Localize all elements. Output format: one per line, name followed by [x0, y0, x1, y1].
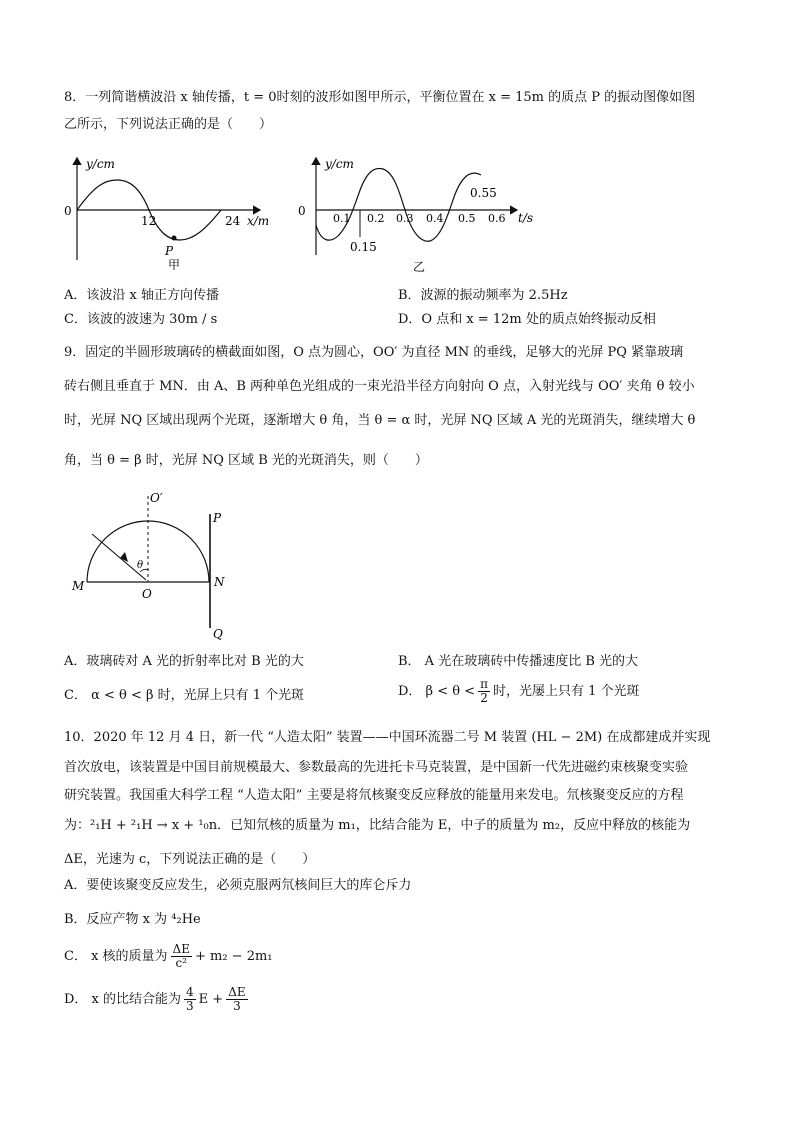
q10-option-d-fraction-2: [226, 986, 247, 1013]
q8-option-d[interactable]: D．O 点和 x = 12m 处的质点始终振动反相: [398, 312, 656, 327]
tick-12: 12: [141, 214, 157, 228]
marker-015-label: 0.15: [350, 240, 377, 254]
q8-stem-line2: 乙所示，下列说法正确的是（ ）: [64, 117, 273, 132]
figure-caption-jia: 甲: [168, 258, 181, 270]
q9-option-d[interactable]: [398, 678, 640, 705]
fraction-denominator: 3: [186, 999, 194, 1013]
marker-055-label: 0.55: [470, 186, 497, 200]
fraction-numerator: 4: [186, 985, 194, 999]
tick-03: 0.3: [396, 212, 414, 225]
q9-stem-line1: 9．固定的半圆形玻璃砖的横截面如图，O 点为圆心，OO′ 为直径 MN 的垂线，足够大的光屏 PQ 紧靠玻璃: [64, 345, 684, 360]
q10-stem-line5: ΔE，光速为 c，下列说法正确的是（ ）: [64, 852, 316, 867]
q8-option-b[interactable]: B．波源的振动频率为 2.5Hz: [398, 288, 568, 303]
fraction-denominator: c²: [175, 956, 188, 970]
figure-caption-yi: 乙: [413, 260, 426, 274]
tick-24: 24: [225, 214, 241, 228]
y-axis-label: y/cm: [86, 157, 115, 171]
q9-option-a[interactable]: A．玻璃砖对 A 光的折射率比对 B 光的大: [64, 654, 304, 669]
label-o-prime: O′: [150, 491, 163, 505]
q10-option-d-prefix: D． x 的比结合能为: [64, 991, 182, 1007]
y-axis-label: y/cm: [325, 157, 354, 171]
q9-option-d-prefix: D． β < θ <: [398, 683, 476, 699]
label-m: M: [72, 579, 85, 593]
label-n: N: [214, 575, 225, 589]
q10-option-c-fraction: [171, 943, 192, 970]
fraction-numerator: ΔE: [228, 985, 246, 999]
incident-ray: [92, 534, 146, 580]
q10-option-b[interactable]: B．反应产物 x 为 ⁴₂He: [64, 912, 201, 927]
q8-option-a[interactable]: A．该波沿 x 轴正方向传播: [64, 288, 219, 303]
label-q: Q: [213, 627, 223, 641]
q10-option-d[interactable]: [64, 986, 251, 1013]
origin-label: 0: [298, 204, 306, 218]
q8-figure-yi: [295, 155, 555, 277]
fraction-numerator: π: [480, 677, 488, 691]
fraction-denominator: 2: [480, 691, 488, 705]
vibration-curve: [316, 168, 481, 241]
q10-option-c[interactable]: [64, 943, 273, 970]
q9-stem-line2: 砖右侧且垂直于 MN．由 A、B 两种单色光组成的一束光沿半径方向射向 O 点，入射光线与 OO′ 夹角 θ 较小: [64, 379, 695, 394]
x-axis-label: x/m: [247, 214, 270, 228]
label-p: P: [213, 511, 222, 525]
fraction-numerator: ΔE: [172, 942, 190, 956]
q8-stem-line1: 8．一列简谐横波沿 x 轴传播，t = 0时刻的波形如图甲所示，平衡位置在 x = 15m 的质点 P 的振动图像如图: [64, 90, 696, 105]
tick-06: 0.6: [488, 212, 506, 225]
q10-option-c-prefix: C． x 核的质量为: [64, 948, 168, 964]
tick-02: 0.2: [367, 212, 385, 225]
q8-figure-jia: [60, 155, 290, 270]
q9-stem-line3: 时，光屏 NQ 区域出现两个光斑，逐渐增大 θ 角，当 θ = α 时，光屏 NQ 区域 A 光的光斑消失，继续增大 θ: [64, 413, 696, 428]
fraction-denominator: 3: [233, 999, 241, 1013]
q10-stem-line2: 首次放电，该装置是中国目前规模最大、参数最高的先进托卡马克装置，是中国新一代先进磁约束核聚变实验: [64, 760, 689, 775]
q10-option-d-fraction-1: [184, 986, 196, 1013]
label-o: O: [142, 587, 152, 601]
origin-label: 0: [64, 204, 72, 218]
ray-arrow-icon: [120, 552, 128, 562]
q9-stem-line4: 角，当 θ = β 时，光屏 NQ 区域 B 光的光斑消失，则（ ）: [64, 453, 428, 468]
tick-01: 0.1: [333, 212, 351, 225]
t-axis-label: t/s: [518, 211, 534, 225]
q9-option-c[interactable]: C． α < θ < β 时，光屏上只有 1 个光斑: [64, 688, 305, 703]
point-p-label: P: [165, 244, 174, 258]
q10-option-a[interactable]: A．要使该聚变反应发生，必须克服两氘核间巨大的库仑斥力: [64, 878, 412, 893]
point-p: [172, 236, 177, 241]
label-theta: θ: [137, 560, 144, 571]
q10-stem-line1: 10．2020 年 12 月 4 日，新一代 “人造太阳” 装置——中国环流器二号 M 装置 (HL − 2M) 在成都建成并实现: [64, 730, 711, 745]
q10-stem-line3: 研究装置。我国重大科学工程 “人造太阳” 主要是将氘核聚变反应释放的能量用来发电。氘核聚变反应的方程: [64, 788, 684, 803]
tick-05: 0.5: [458, 212, 476, 225]
q9-figure-semicircle: [60, 486, 260, 648]
q9-option-d-suffix: 时，光屡上只有 1 个光斑: [492, 683, 640, 699]
q8-option-c[interactable]: C．该波的波速为 30m / s: [64, 312, 218, 327]
q10-option-c-suffix: + m₂ − 2m₁: [194, 948, 273, 964]
q9-option-b[interactable]: B． A 光在玻璃砖中传播速度比 B 光的大: [398, 654, 639, 669]
q10-option-d-middle: E +: [198, 991, 224, 1007]
q9-option-d-fraction: [478, 678, 490, 705]
tick-04: 0.4: [426, 212, 444, 225]
q10-stem-line4: 为：²₁H + ²₁H → x + ¹₀n．已知氘核的质量为 m₁，比结合能为 E，中子的质量为 m₂，反应中释放的核能为: [64, 818, 691, 833]
